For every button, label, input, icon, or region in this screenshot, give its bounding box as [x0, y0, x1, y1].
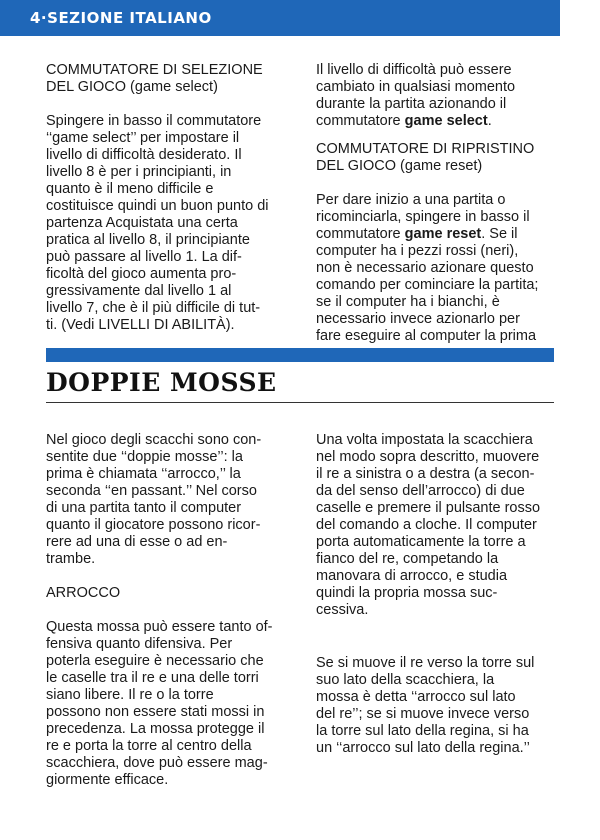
section-bar	[46, 348, 554, 362]
text-line: prima è chiamata ‘‘arrocco,’’ la	[46, 466, 241, 482]
text-line: caselle e premere il pulsante rosso	[316, 500, 541, 516]
text-line: scacchiera, dove può essere mag-	[46, 755, 268, 771]
bottom-right-column	[316, 432, 566, 619]
page-header: 4·SEZIONE ITALIANO	[30, 9, 212, 27]
text-line: computer ha i pezzi rossi (neri),	[316, 243, 519, 259]
text-line: Questa mossa può essere tanto of-	[46, 619, 273, 635]
text-line: necessario invece azionarlo per	[316, 311, 520, 327]
text-line: del comando a cloche. Il computer	[316, 517, 537, 533]
text-line: poterla eseguire è necessario che	[46, 653, 264, 669]
text-line: ‘‘game select’’ per impostare il	[46, 130, 240, 146]
text-line: se il computer ha i bianchi, è	[316, 294, 500, 310]
paragraph-doppie-mosse-intro	[46, 432, 296, 568]
heading-selezione-line2: DEL GIOCO (game select)	[46, 79, 218, 95]
paragraph-arrocco-procedure	[316, 432, 566, 619]
text-line: mossa è detta ‘‘arrocco sul lato	[316, 689, 516, 705]
text-bold-game-reset: game reset	[404, 226, 482, 242]
text-line: seconda ‘‘en passant.’’ Nel corso	[46, 483, 257, 499]
text-line: ficoltà del gioco aumenta pro-	[46, 266, 237, 282]
text-line: siano libere. Il re o la torre	[46, 687, 214, 703]
text-line: cessiva.	[316, 602, 369, 618]
paragraph-game-reset-rest	[316, 243, 566, 362]
text-line: porta automaticamente la torre a	[316, 534, 526, 550]
paragraph-arrocco-sides	[316, 655, 566, 757]
text-line: giormente efficace.	[46, 772, 169, 788]
text-line: Per dare inizio a una partita o	[316, 192, 506, 208]
section-divider	[46, 402, 554, 403]
text-line: suo lato della scacchiera, la	[316, 672, 495, 688]
text-line: del re’’; se si muove invece verso	[316, 706, 530, 722]
text-suffix: .	[487, 113, 492, 129]
text-line: cambiato in qualsiasi momento	[316, 79, 516, 95]
text-line: nel modo sopra descritto, muovere	[316, 449, 540, 465]
top-right-column	[316, 62, 566, 362]
text-line: il re a sinistra o a destra (a secon-	[316, 466, 535, 482]
heading-selezione-line1: COMMUTATORE DI SELEZIONE	[46, 62, 263, 78]
text-line: precedenza. La mossa protegge il	[46, 721, 265, 737]
text-line: un ‘‘arrocco sul lato della regina.’’	[316, 740, 530, 756]
top-left-column	[46, 62, 296, 334]
text-line: rere ad una di esse o ad en-	[46, 534, 228, 550]
paragraph-arrocco	[46, 619, 296, 789]
text-line: Spingere in basso il commutatore	[46, 113, 262, 129]
text-line: Nel gioco degli scacchi sono con-	[46, 432, 262, 448]
text-line: comando per cominciare la partita;	[316, 277, 539, 293]
paragraph-difficulty-change-last	[316, 113, 566, 130]
text-line: durante la partita azionando il	[316, 96, 507, 112]
text-line: livello 7, che è il più difficile di tut-	[46, 300, 261, 316]
text-line: trambe.	[46, 551, 96, 567]
text-suffix: . Se il	[481, 226, 518, 242]
text-line: la torre sul lato della regina, si ha	[316, 723, 529, 739]
heading-ripristino-line1: COMMUTATORE DI RIPRISTINO	[316, 141, 535, 157]
text-line: re e porta la torre al centro della	[46, 738, 252, 754]
text-line: livello di difficoltà desiderato. Il	[46, 147, 242, 163]
text-line: fianco del re, competando la	[316, 551, 499, 567]
text-line: pratica al livello 8, il principiante	[46, 232, 250, 248]
text-line: Se si muove il re verso la torre sul	[316, 655, 535, 671]
paragraph-game-reset	[316, 192, 566, 226]
text-line: da del senso dell’arrocco) di due	[316, 483, 525, 499]
section-title: DOPPIE MOSSE	[46, 368, 277, 397]
text-prefix: commutatore	[316, 113, 405, 129]
text-line: livello 8 è per i principianti, in	[46, 164, 232, 180]
text-line: di una partita tanto il computer	[46, 500, 242, 516]
text-line: possono non essere stati mossi in	[46, 704, 265, 720]
paragraph-difficulty-change	[316, 62, 566, 113]
heading-arrocco: ARROCCO	[46, 585, 121, 601]
text-line: fensiva quanto difensiva. Per	[46, 636, 233, 652]
text-line: ricominciarla, spingere in basso il	[316, 209, 530, 225]
bottom-left-column	[46, 432, 296, 789]
text-line: manovara di arrocco, e studia	[316, 568, 508, 584]
heading-ripristino-line2: DEL GIOCO (game reset)	[316, 158, 483, 174]
text-line: non è necessario azionare questo	[316, 260, 534, 276]
paragraph-game-select	[46, 113, 296, 334]
text-line: quanto il giocatore possono ricor-	[46, 517, 261, 533]
text-line: può passare al livello 1. La dif-	[46, 249, 242, 265]
text-line: sentite due ‘‘doppie mosse’’: la	[46, 449, 243, 465]
text-line: Una volta impostata la scacchiera	[316, 432, 533, 448]
text-line: Il livello di difficoltà può essere	[316, 62, 512, 78]
text-line: fare eseguire al computer la prima	[316, 328, 537, 344]
text-bold-game-select: game select	[404, 113, 488, 129]
bottom-right-column-lower	[316, 655, 566, 757]
paragraph-game-reset-bold-line	[316, 226, 566, 243]
text-line: costituisce quindi un buon punto di	[46, 198, 269, 214]
text-line: quanto è il meno difficile e	[46, 181, 214, 197]
text-line: le caselle tra il re e una delle torri	[46, 670, 259, 686]
text-line: gressivamente dal livello 1 al	[46, 283, 232, 299]
text-prefix: commutatore	[316, 226, 405, 242]
text-line: quindi la propria mossa suc-	[316, 585, 498, 601]
text-line: ti. (Vedi LIVELLI DI ABILITÀ).	[46, 317, 235, 333]
text-line: partenza Acquistata una certa	[46, 215, 238, 231]
